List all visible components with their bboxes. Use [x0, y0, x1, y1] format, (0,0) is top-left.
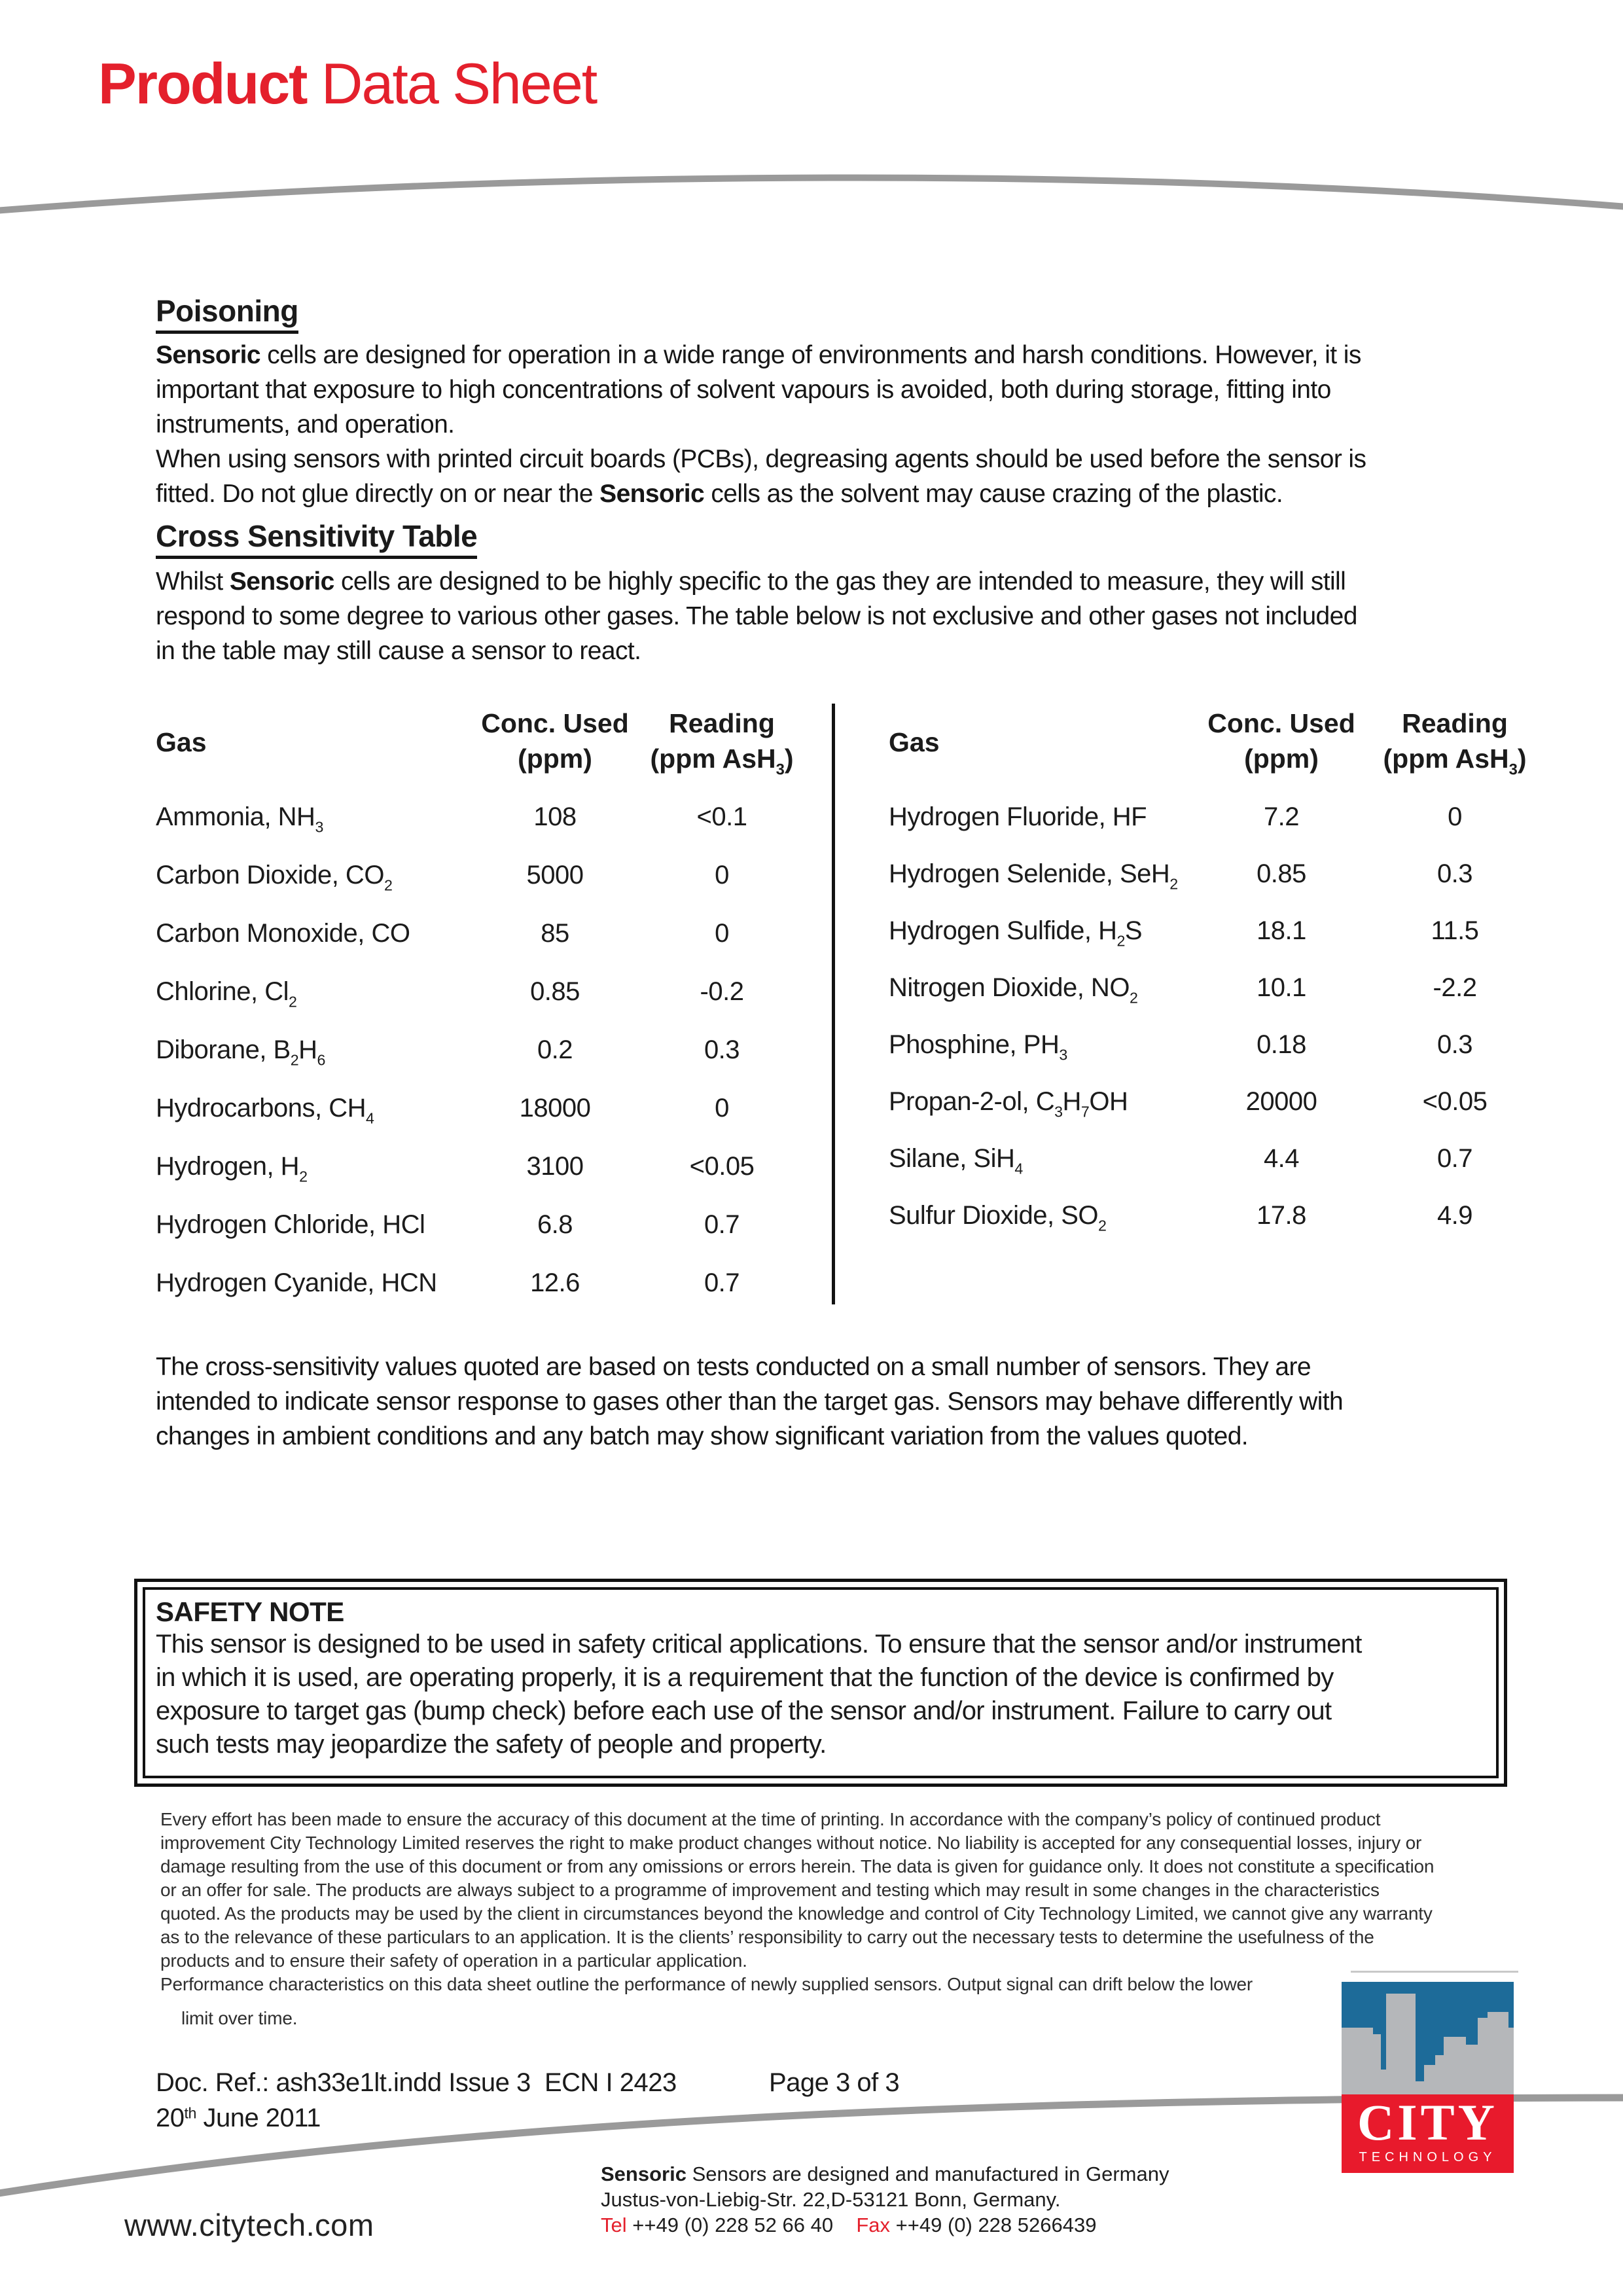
- tel-number: ++49 (0) 228 52 66 40: [632, 2214, 834, 2236]
- gas-name-cell: Diborane, $B_2H_6$: [156, 1035, 325, 1069]
- gas-name-cell: Carbon Dioxide, $CO_2$: [156, 861, 393, 894]
- address-line-1: Sensoric Sensors are designed and manufactured in Germany: [601, 2162, 1169, 2185]
- page-number: Page 3 of 3: [769, 2068, 900, 2097]
- safety-note-box: [134, 1579, 1507, 1787]
- conc-value-cell: 7.2: [1263, 802, 1300, 831]
- cross-sensitivity-note: The cross-sensitivity values quoted are based on tests conducted on a small number of sensors. They are intended to indicate sensor response to gases other than the target gas. Sensors may behave differently with changes in ambient conditions and any batch may show significant variation from the values quoted.: [156, 1353, 1344, 1450]
- gas-name-cell: Propan-2-ol, $C_3H_7OH$: [889, 1087, 1128, 1121]
- gas-name-cell: Hydrogen Selenide, SeH$_2$: [889, 859, 1178, 893]
- gas-name-cell: Carbon Monoxide, CO: [156, 919, 410, 948]
- column-header-reading: Reading (ppm AsH$_3$): [1383, 708, 1527, 779]
- conc-value-cell: 20000: [1245, 1087, 1317, 1116]
- fax-label: Fax: [856, 2214, 891, 2236]
- reading-value-cell: <0.05: [689, 1152, 755, 1181]
- reading-value-cell: 0: [1448, 802, 1462, 831]
- conc-value-cell: 17.8: [1257, 1201, 1306, 1230]
- gas-name-cell: Sulfur Dioxide, $SO_2$: [889, 1201, 1107, 1234]
- conc-value-cell: 10.1: [1257, 973, 1306, 1002]
- legal-disclaimer: [160, 1808, 1434, 2030]
- conc-value-cell: 85: [541, 919, 569, 948]
- section-heading-poisoning: Poisoning: [156, 293, 298, 334]
- conc-value-cell: 0.85: [530, 977, 580, 1006]
- gas-name-cell: Ammonia, $NH_3$: [156, 802, 323, 836]
- logo-red-panel: [1342, 2094, 1514, 2173]
- reading-value-cell: 0.3: [704, 1035, 740, 1064]
- table-header-row: [156, 706, 810, 779]
- conc-value-cell: 0.2: [537, 1035, 573, 1064]
- conc-value-cell: 3100: [526, 1152, 584, 1181]
- doc-reference: Doc. Ref.: ash33e1lt.indd Issue 3 ECN I 2423: [156, 2068, 677, 2097]
- gas-name-cell: Hydrocarbons, $CH_4$: [156, 1094, 374, 1127]
- cross-table-right: [889, 706, 1550, 1258]
- table-row: [156, 861, 810, 919]
- logo-technology-text: TECHNOLOGY: [1359, 2150, 1497, 2164]
- table-row: [156, 977, 810, 1035]
- conc-value-cell: 6.8: [537, 1210, 573, 1239]
- column-header-conc: Conc. Used (ppm): [481, 708, 629, 774]
- conc-value-cell: 108: [533, 802, 577, 831]
- table-row: [156, 1152, 810, 1210]
- performance-note-continued: limit over time.: [181, 2008, 298, 2028]
- safety-note-heading: SAFETY NOTE: [156, 1596, 344, 1627]
- table-row: [156, 1035, 810, 1094]
- table-row: [156, 1210, 810, 1268]
- safety-note-inner-box: [143, 1587, 1499, 1778]
- safety-note-body: This sensor is designed to be used in safety critical applications. To ensure that the sensor and/or instrument in which it is used, are operating properly, it is a requirement that the function of the device is confirmed by exposure to target gas (bump check) before each use of the sensor and/or instrument. Failure to carry out such tests may jeopardize the safety of people and property.: [156, 1630, 1362, 1759]
- gas-name-cell: Hydrogen Chloride, HCl: [156, 1210, 425, 1239]
- cross-table-left: [156, 706, 810, 1327]
- company-address: [601, 2161, 1169, 2238]
- website-url: www.citytech.com: [124, 2208, 374, 2242]
- gas-name-cell: Hydrogen Cyanide, HCN: [156, 1268, 437, 1297]
- table-row: [156, 919, 810, 977]
- poisoning-paragraph-2: When using sensors with printed circuit boards (PCBs), degreasing agents should be used before the sensor is fitted. Do not glue directly on or near the Sensoric cells as the solvent may cause crazing of the plastic.: [156, 445, 1366, 508]
- reading-value-cell: 0.7: [1436, 1144, 1473, 1173]
- gas-name-cell: Chlorine, $Cl_2$: [156, 977, 297, 1011]
- conc-value-cell: 0.85: [1257, 859, 1306, 888]
- conc-value-cell: 5000: [526, 861, 584, 889]
- table-row: [889, 1087, 1550, 1144]
- fax-number: ++49 (0) 228 5266439: [895, 2214, 1097, 2236]
- table-row: [889, 1144, 1550, 1201]
- reading-value-cell: -0.2: [700, 977, 744, 1006]
- reading-value-cell: -2.2: [1433, 973, 1477, 1002]
- conc-value-cell: 4.4: [1263, 1144, 1300, 1173]
- conc-value-cell: 18000: [519, 1094, 591, 1122]
- table-row: [889, 916, 1550, 973]
- reading-value-cell: 0: [715, 919, 729, 948]
- logo-top-rule: [1351, 1971, 1518, 1973]
- gas-name-cell: Hydrogen Sulfide, $H_2S$: [889, 916, 1143, 950]
- table-row: [889, 973, 1550, 1030]
- reading-value-cell: 0: [715, 861, 729, 889]
- gas-name-cell: Hydrogen, $H_2$: [156, 1152, 308, 1185]
- tel-label: Tel: [601, 2214, 627, 2236]
- table-row: [889, 859, 1550, 916]
- page-title: [98, 51, 596, 117]
- address-line-2: Justus-von-Liebig-Str. 22,D-53121 Bonn, Germany.: [601, 2188, 1061, 2211]
- page-title-bold: Product: [98, 51, 307, 116]
- reading-value-cell: 0: [715, 1094, 729, 1122]
- reading-value-cell: 0.3: [1436, 859, 1473, 888]
- reading-value-cell: <0.05: [1422, 1087, 1488, 1116]
- column-header-reading: Reading (ppm AsH$_3$): [650, 708, 794, 779]
- gas-name-cell: Phosphine, $PH_3$: [889, 1030, 1067, 1064]
- table-body-left: [156, 802, 810, 1327]
- city-skyline-icon: [1342, 1982, 1514, 2094]
- cross-sensitivity-intro: Whilst Sensoric cells are designed to be highly specific to the gas they are intended to measure, they will still respond to some degree to various other gases. The table below is not exclusive and other gases not included in the table may still cause a sensor to react.: [156, 567, 1357, 665]
- reading-value-cell: 4.9: [1436, 1201, 1473, 1230]
- city-technology-logo: [1342, 1982, 1514, 2173]
- reading-value-cell: 0.3: [1436, 1030, 1473, 1059]
- conc-value-cell: 18.1: [1257, 916, 1306, 945]
- conc-value-cell: 0.18: [1257, 1030, 1306, 1059]
- page-title-light: Data Sheet: [306, 51, 597, 116]
- section-heading-cross-sensitivity: Cross Sensitivity Table: [156, 518, 477, 559]
- reading-value-cell: 0.7: [704, 1268, 740, 1297]
- table-body-right: [889, 802, 1550, 1258]
- reading-value-cell: <0.1: [696, 802, 747, 831]
- reading-value-cell: 0.7: [704, 1210, 740, 1239]
- table-row: [156, 1094, 810, 1152]
- poisoning-paragraph-1: Sensoric cells are designed for operation in a wide range of environments and harsh conditions. However, it is important that exposure to high concentrations of solvent vapours is avoided, both during storage, fitting into instruments, and operation.: [156, 341, 1361, 439]
- table-row: [156, 1268, 810, 1327]
- table-row: [156, 802, 810, 861]
- gas-name-cell: Silane, SiH$_4$: [889, 1144, 1023, 1177]
- table-header-row: [889, 706, 1550, 779]
- column-header-conc: Conc. Used (ppm): [1207, 708, 1355, 774]
- doc-date: 20th June 2011: [156, 2104, 321, 2132]
- reading-value-cell: 11.5: [1431, 916, 1479, 945]
- legal-disclaimer-text: Every effort has been made to ensure the accuracy of this document at the time of printing. In accordance with the company’s policy of continued product improvement City Technology Limited reserves the right to make product changes without notice. No liability is accepted for any consequential losses, injury or damage resulting from the use of this document or from any omissions or errors herein. The data is given for guidance only. It does not constitute a specification or an offer for sale. The products are always subject to a programme of improvement and testing which may result in some changes in the characteristics quoted. As the products may be used by the client in circumstances beyond the knowledge and control of City Technology Limited, we cannot give any warranty as to the relevance of these particulars to an application. It is the clients’ responsibility to carry out the necessary tests to determine the usefulness of the products and to ensure their safety of operation in a particular application.: [160, 1809, 1435, 1971]
- conc-value-cell: 12.6: [530, 1268, 580, 1297]
- logo-city-text: CITY: [1357, 2094, 1499, 2151]
- table-row: [889, 802, 1550, 859]
- column-header-gas: Gas: [156, 727, 207, 757]
- table-row: [889, 1201, 1550, 1258]
- table-row: [889, 1030, 1550, 1087]
- gas-name-cell: Nitrogen Dioxide, $NO_2$: [889, 973, 1138, 1007]
- gas-name-cell: Hydrogen Fluoride, HF: [889, 802, 1147, 831]
- address-line-3: [601, 2212, 1169, 2238]
- table-divider: [832, 704, 835, 1304]
- performance-note: Performance characteristics on this data sheet outline the performance of newly supplied sensors. Output signal can drift below the lower: [160, 1974, 1253, 1994]
- column-header-gas: Gas: [889, 727, 940, 757]
